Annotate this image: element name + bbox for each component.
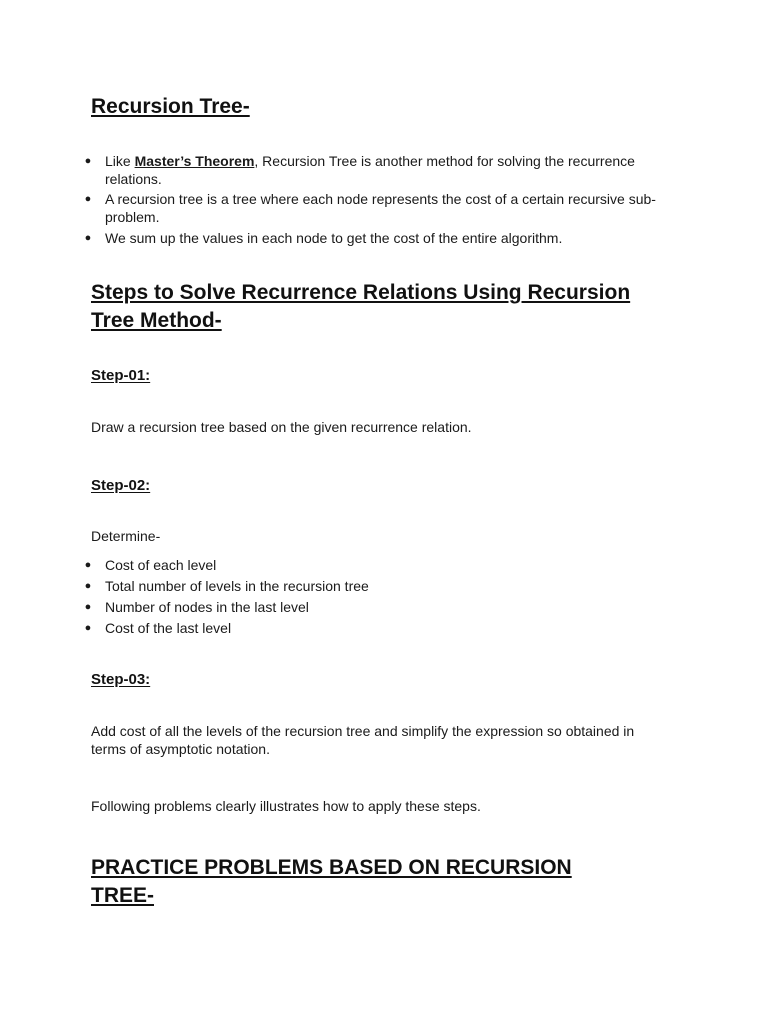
step-03-heading: Step-03: <box>91 671 151 688</box>
masters-theorem-link[interactable]: Master’s Theorem <box>134 153 255 169</box>
step-03-text: Add cost of all the levels of the recursion tree and simplify the expression so obtained in terms of asymptotic notation. <box>91 723 635 757</box>
bullet-icon: ● <box>84 601 92 613</box>
list-item <box>84 598 695 616</box>
list-item <box>84 190 695 226</box>
bullet-icon: ● <box>84 580 92 592</box>
section-title-steps-line2: Tree Method- <box>91 309 222 332</box>
step-01-heading: Step-01: <box>91 367 151 384</box>
bullet-icon: ● <box>84 155 92 167</box>
section-title-steps-line1: Steps to Solve Recurrence Relations Using Recursion <box>91 281 631 304</box>
bullet-text: Total number of levels in the recursion tree <box>105 578 369 594</box>
bullet-text: We sum up the values in each node to get the cost of the entire algorithm. <box>105 230 563 246</box>
bullet-text: Cost of the last level <box>105 620 232 636</box>
bullet-text: A recursion tree is a tree where each node represents the cost of a certain recursive sub-problem. <box>105 191 656 225</box>
step-02-heading: Step-02: <box>91 477 151 494</box>
section-title-practice-line1: PRACTICE PROBLEMS BASED ON RECURSION <box>91 856 572 879</box>
step-02-intro: Determine- <box>91 528 161 544</box>
list-item <box>84 556 695 574</box>
following-problems-text: Following problems clearly illustrates how to apply these steps. <box>91 798 481 814</box>
list-item <box>84 619 695 637</box>
step-01-text: Draw a recursion tree based on the given recurrence relation. <box>91 419 472 435</box>
bullet-text: Number of nodes in the last level <box>105 599 309 615</box>
bullet-icon: ● <box>84 559 92 571</box>
bullet-icon: ● <box>84 622 92 634</box>
list-item <box>84 152 695 188</box>
section-title-recursion-tree: Recursion Tree- <box>91 95 250 118</box>
bullet-text: Cost of each level <box>105 557 217 573</box>
bullet-icon: ● <box>84 193 92 205</box>
bullet-text-suffix: , Recursion Tree is another method for solving the recurrence relations. <box>105 153 635 187</box>
intro-bullet-list <box>84 152 695 247</box>
step-02-bullet-list <box>84 556 695 637</box>
bullet-icon: ● <box>84 232 92 244</box>
list-item <box>84 229 695 247</box>
list-item <box>84 577 695 595</box>
section-title-practice-line2: TREE- <box>91 884 154 907</box>
bullet-text-prefix: Like <box>105 153 135 169</box>
